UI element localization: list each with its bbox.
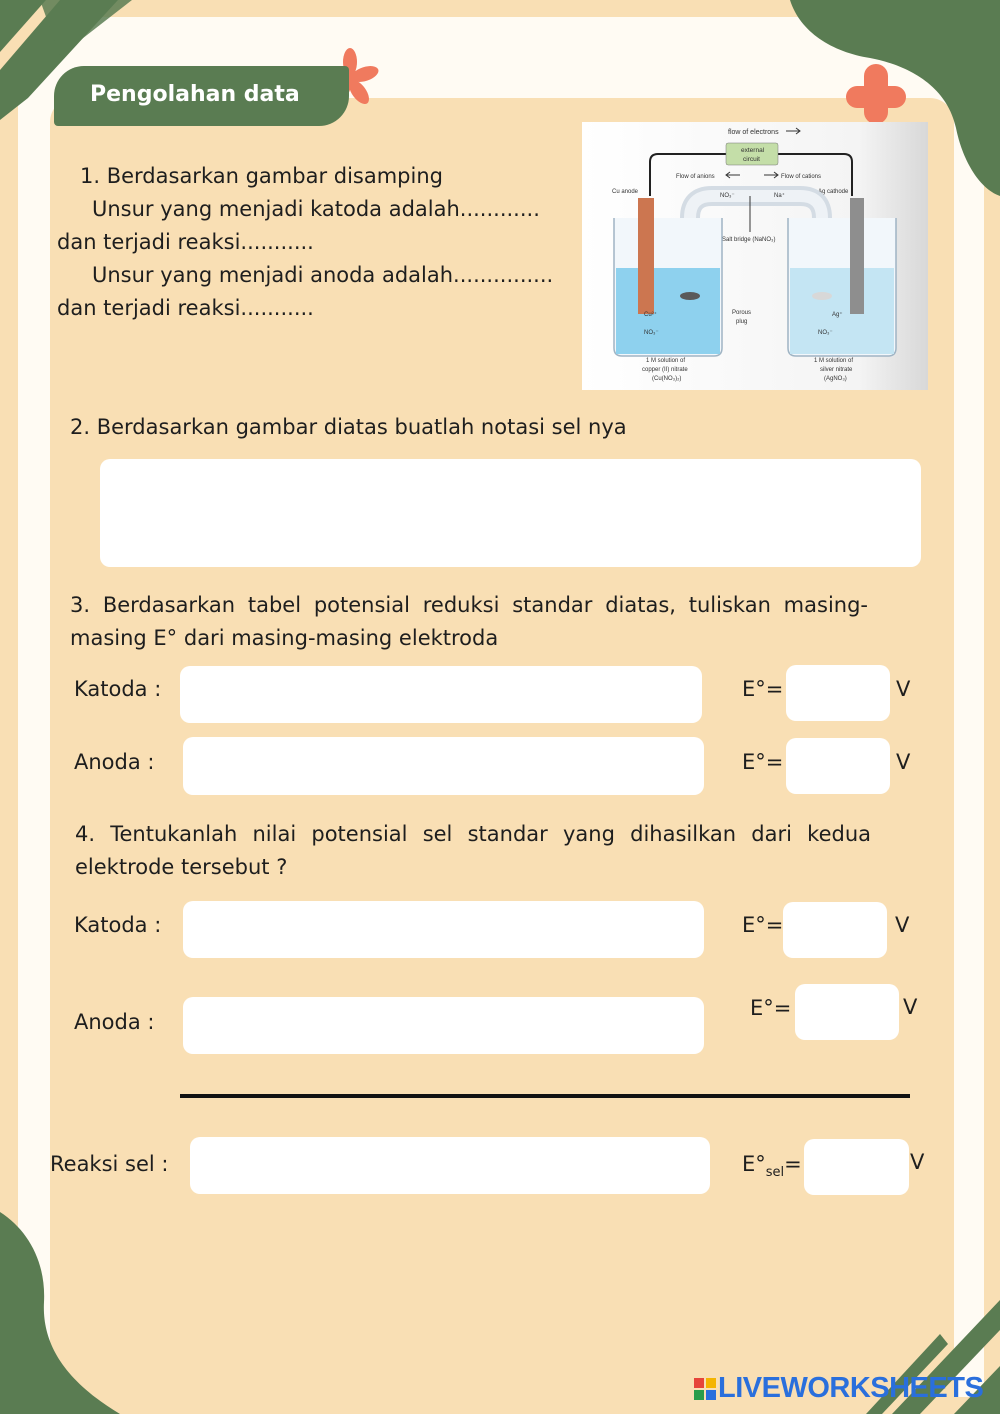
q1-line5: dan terjadi reaksi........... [57, 296, 314, 320]
q3-katoda-e-input[interactable] [786, 665, 890, 721]
fig-porous-1: Porous [732, 310, 752, 316]
q3-katoda-unit: V [896, 677, 911, 701]
q4-katoda-e-label: E°= [742, 913, 784, 937]
q3-anoda-label: Anoda : [74, 750, 155, 774]
fig-left-sol-1: 1 M solution of [646, 358, 686, 364]
fig-right-sol-2: silver nitrate [820, 367, 853, 373]
reaksi-sel-label: Reaksi sel : [50, 1152, 169, 1176]
q1-line4: Unsur yang menjadi anoda adalah............... [92, 263, 554, 287]
q4-anoda-label: Anoda : [74, 1010, 155, 1034]
fig-cu-anode: Cu anode [612, 189, 639, 195]
sum-divider [180, 1094, 910, 1098]
q3-katoda-label: Katoda : [74, 677, 162, 701]
fig-left-sol-2: copper (II) nitrate [642, 367, 688, 373]
fig-right-sol-3: (AgNO₃) [824, 376, 847, 382]
fig-no3-left: NO₃⁻ [644, 330, 659, 336]
q4-anoda-e-label: E°= [750, 996, 792, 1020]
fig-external-1: external [741, 147, 765, 154]
fig-no3: NO₃⁻ [720, 193, 735, 199]
liveworksheets-text: LIVEWORKSHEETS [718, 1372, 984, 1404]
q4-anoda-e-input[interactable] [795, 984, 899, 1040]
fig-flow-cations: Flow of cations [781, 174, 822, 180]
q4-anoda-input[interactable] [183, 997, 704, 1054]
fig-ag-cathode: Ag cathode [818, 189, 849, 195]
q4-katoda-e-input[interactable] [783, 902, 887, 958]
q3-anoda-input[interactable] [183, 737, 704, 795]
q4-text: 4. Tentukanlah nilai potensial sel standar yang dihasilkan dari kedua elektrode tersebut ? [75, 822, 871, 879]
e-sel-unit: V [910, 1150, 925, 1174]
section-title: Pengolahan data [90, 82, 300, 107]
q1-line2: Unsur yang menjadi katoda adalah............ [92, 197, 540, 221]
q4-katoda-label: Katoda : [74, 913, 162, 937]
liveworksheets-icon [694, 1378, 716, 1400]
reaksi-sel-input[interactable] [190, 1137, 710, 1194]
fig-na: Na⁺ [774, 193, 785, 199]
fig-external-2: circuit [743, 156, 760, 163]
q1-line3: dan terjadi reaksi........... [57, 230, 314, 254]
q1-line1: 1. Berdasarkan gambar disamping [80, 164, 443, 188]
e-sel-input[interactable] [804, 1139, 909, 1195]
q3-anoda-e-label: E°= [742, 750, 784, 774]
fig-left-sol-3: (Cu(NO₃)₂) [652, 376, 682, 382]
q4-katoda-unit: V [895, 913, 910, 937]
q3-text: 3. Berdasarkan tabel potensial reduksi standar diatas, tuliskan masing-masing E° dari masing-masing elektroda [70, 593, 868, 650]
q3-anoda-e-input[interactable] [786, 738, 890, 794]
q3-anoda-unit: V [896, 750, 911, 774]
fig-no3-right: NO₃⁻ [818, 330, 833, 336]
q4-anoda-unit: V [903, 995, 918, 1019]
q3-katoda-input[interactable] [180, 666, 702, 723]
q4-katoda-input[interactable] [183, 901, 704, 958]
fig-salt-bridge: Salt bridge (NaNO₃) [722, 237, 776, 243]
q2-text: 2. Berdasarkan gambar diatas buatlah notasi sel nya [70, 415, 627, 439]
liveworksheets-logo [694, 1372, 983, 1405]
cell-notation-answer-box[interactable] [100, 459, 921, 567]
fig-ag: Ag⁺ [832, 312, 843, 318]
q3-katoda-e-label: E°= [742, 677, 784, 701]
fig-flow-electrons: flow of electrons [728, 129, 779, 136]
fig-cu2: Cu²⁺ [644, 312, 657, 318]
fig-right-sol-1: 1 M solution of [814, 358, 854, 364]
fig-flow-anions: Flow of anions [676, 174, 715, 180]
fig-porous-2: plug [736, 319, 748, 325]
galvanic-cell-figure [582, 122, 928, 390]
e-sel-label: $E^\circ_{sel}=$ [742, 1152, 802, 1181]
